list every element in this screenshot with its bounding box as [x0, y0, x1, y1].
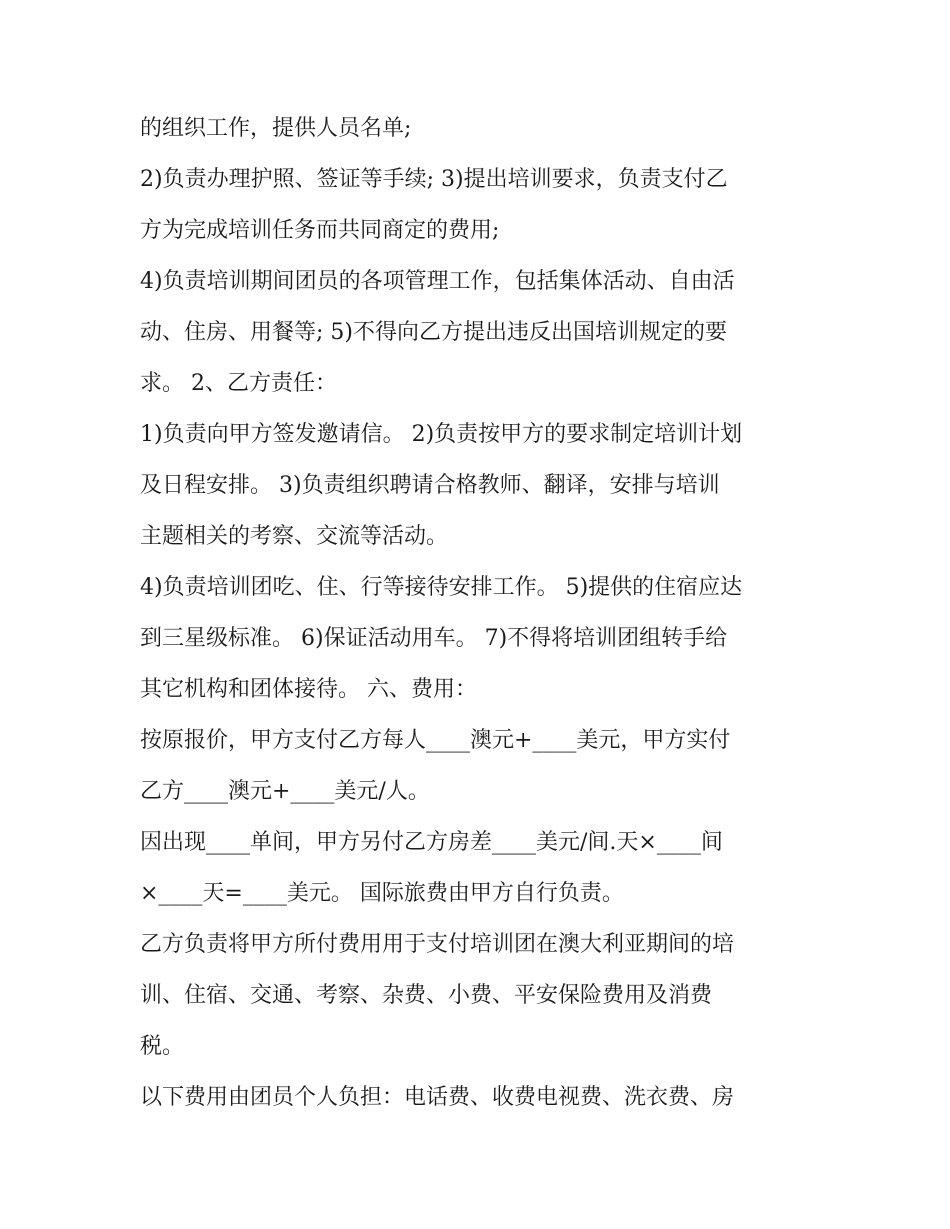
text-line: 的组织工作，提供人员名单; — [140, 116, 412, 141]
text-line: 乙方负责将甲方所付费用用于支付培训团在澳大利亚期间的培 — [140, 932, 735, 957]
text-line: 1)负责向甲方签发邀请信。 2)负责按甲方的要求制定培训计划 — [140, 422, 743, 447]
document-body — [140, 103, 820, 1123]
text-line: ×____天=____美元。 国际旅费由甲方自行负责。 — [140, 881, 624, 906]
text-line: 按原报价，甲方支付乙方每人____澳元+____美元，甲方实付 — [140, 728, 731, 753]
text-line: 训、住宿、交通、考察、杂费、小费、平安保险费用及消费 — [140, 983, 713, 1008]
text-line: 主题相关的考察、交流等活动。 — [140, 524, 449, 549]
text-line: 因出现____单间，甲方另付乙方房差____美元/间.天×____间 — [140, 830, 723, 855]
text-line: 乙方____澳元+____美元/人。 — [140, 779, 430, 804]
text-line: 以下费用由团员个人负担：电话费、收费电视费、洗衣费、房 — [140, 1085, 735, 1110]
text-line: 到三星级标准。 6)保证活动用车。 7)不得将培训团组转手给 — [140, 626, 728, 651]
text-line: 求。 2、乙方责任： — [140, 371, 337, 396]
text-line: 4)负责培训期间团员的各项管理工作，包括集体活动、自由活 — [140, 269, 735, 294]
text-line: 其它机构和团体接待。 六、费用： — [140, 677, 477, 702]
text-line: 2)负责办理护照、签证等手续; 3)提出培训要求，负责支付乙 — [140, 167, 728, 192]
text-line: 及日程安排。 3)负责组织聘请合格教师、翻译，安排与培训 — [140, 473, 720, 498]
text-line: 4)负责培训团吃、住、行等接待安排工作。 5)提供的住宿应达 — [140, 575, 743, 600]
text-line: 方为完成培训任务而共同商定的费用; — [140, 218, 500, 243]
text-line: 动、住房、用餐等; 5)不得向乙方提出违反出国培训规定的要 — [140, 320, 727, 345]
text-line: 税。 — [140, 1034, 185, 1059]
